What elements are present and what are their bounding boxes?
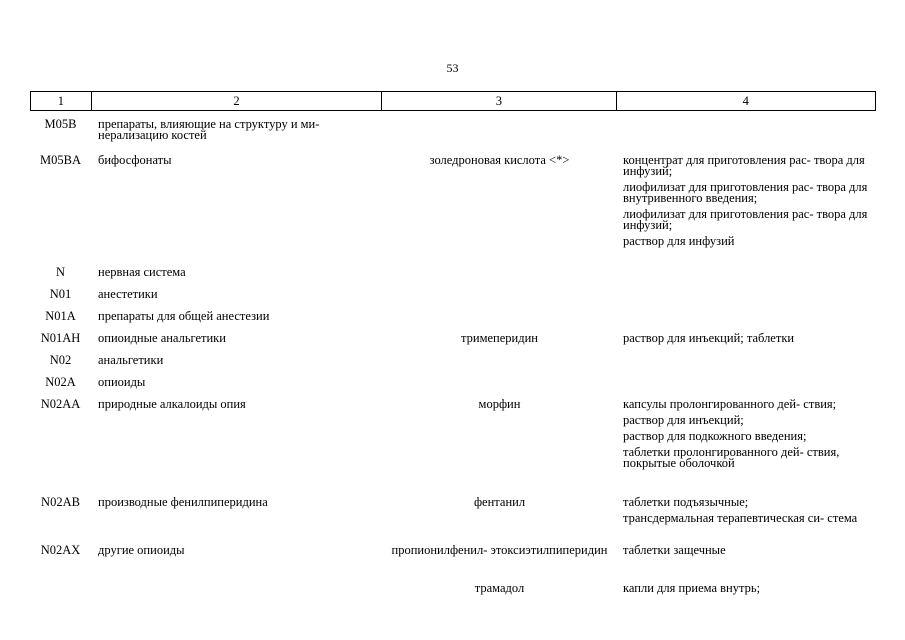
atc-code: N: [55, 265, 66, 279]
anatomical-group: производные фенилпиперидина: [98, 495, 268, 509]
atc-code: N02AX: [40, 543, 81, 557]
anatomical-group: нервная система: [98, 265, 186, 279]
dosage-form-item: концентрат для приготовления рас- твора для инфузий;: [623, 153, 865, 178]
anatomical-group: опиоиды: [98, 375, 146, 389]
drug-name: фентанил: [473, 495, 526, 509]
anatomical-group: природные алкалоиды опия: [98, 397, 246, 411]
dosage-form-item: раствор для инъекций; таблетки: [623, 331, 795, 345]
atc-code: N01A: [45, 309, 76, 323]
anatomical-group: препараты, влияющие на структуру и ми- нерализацию костей: [98, 117, 320, 142]
drug-name: тримеперидин: [461, 331, 538, 345]
dosage-form-item: таблетки защечные: [623, 543, 726, 557]
dosage-form-item: таблетки пролонгированного дей- ствия, покрытые оболочкой: [623, 445, 840, 470]
dosage-form-item: лиофилизат для приготовления рас- твора для внутривенного введения;: [623, 180, 868, 205]
anatomical-group: препараты для общей анестезии: [98, 309, 270, 323]
dosage-form-item: трансдермальная терапевтическая си- стема: [623, 511, 858, 525]
atc-code: N02AB: [41, 495, 80, 509]
table-row: [30, 581, 876, 601]
drug-name: [382, 117, 617, 119]
table-row: [30, 397, 876, 495]
drug-name: [382, 309, 617, 311]
table-row: [30, 287, 876, 309]
dosage-forms: [617, 397, 876, 472]
atc-code: N02: [49, 353, 72, 367]
atc-code: M05BA: [40, 153, 81, 167]
drug-name: морфин: [478, 397, 521, 411]
atc-code: N01: [49, 287, 72, 301]
header-col-4: 4: [742, 93, 749, 108]
header-col-2: 2: [92, 92, 382, 110]
dosage-form-item: капли для приема внутрь;: [623, 581, 761, 595]
atc-code: N02A: [45, 375, 76, 389]
anatomical-group: [91, 581, 382, 583]
drug-name: [382, 265, 617, 267]
table-body: [30, 117, 876, 601]
dosage-form-item: раствор для инфузий: [623, 234, 735, 248]
atc-code: N01AH: [40, 331, 81, 345]
dosage-form-item: раствор для подкожного введения;: [623, 429, 807, 443]
drug-name: [382, 375, 617, 377]
atc-code: [30, 581, 91, 583]
dosage-forms: [617, 581, 876, 597]
table-header: [30, 91, 876, 111]
table-row: [30, 331, 876, 353]
anatomical-group: бифосфонаты: [98, 153, 172, 167]
table-row: [30, 495, 876, 543]
drug-name: [382, 287, 617, 289]
table-row: [30, 265, 876, 287]
anatomical-group: анальгетики: [98, 353, 164, 367]
table-row: [30, 543, 876, 581]
header-col-1: 1: [31, 92, 92, 110]
atc-code: N02AA: [40, 397, 81, 411]
dosage-form-item: капсулы пролонгированного дей- ствия;: [623, 397, 837, 411]
dosage-forms: [617, 331, 876, 347]
drug-name: пропионилфенил- этоксиэтилпиперидин: [391, 543, 608, 557]
table-row: [30, 375, 876, 397]
anatomical-group: анестетики: [98, 287, 158, 301]
drug-name: золедроновая кислота <*>: [429, 153, 570, 167]
dosage-form-item: таблетки подъязычные;: [623, 495, 749, 509]
anatomical-group: опиоидные анальгетики: [98, 331, 226, 345]
table-row: [30, 153, 876, 265]
dosage-forms: [617, 153, 876, 250]
dosage-forms: [617, 495, 876, 527]
atc-code: M05B: [44, 117, 77, 131]
dosage-form-item: лиофилизат для приготовления рас- твора для инфузий;: [623, 207, 868, 232]
page-number: 53: [446, 61, 459, 75]
header-col-3: 3: [382, 92, 616, 110]
anatomical-group: другие опиоиды: [98, 543, 185, 557]
table-row: [30, 117, 876, 153]
dosage-forms: [617, 543, 876, 559]
drug-name: [382, 353, 617, 355]
table-row: [30, 353, 876, 375]
dosage-form-item: раствор для инъекций;: [623, 413, 744, 427]
drug-name: трамадол: [474, 581, 525, 595]
table-row: [30, 309, 876, 331]
